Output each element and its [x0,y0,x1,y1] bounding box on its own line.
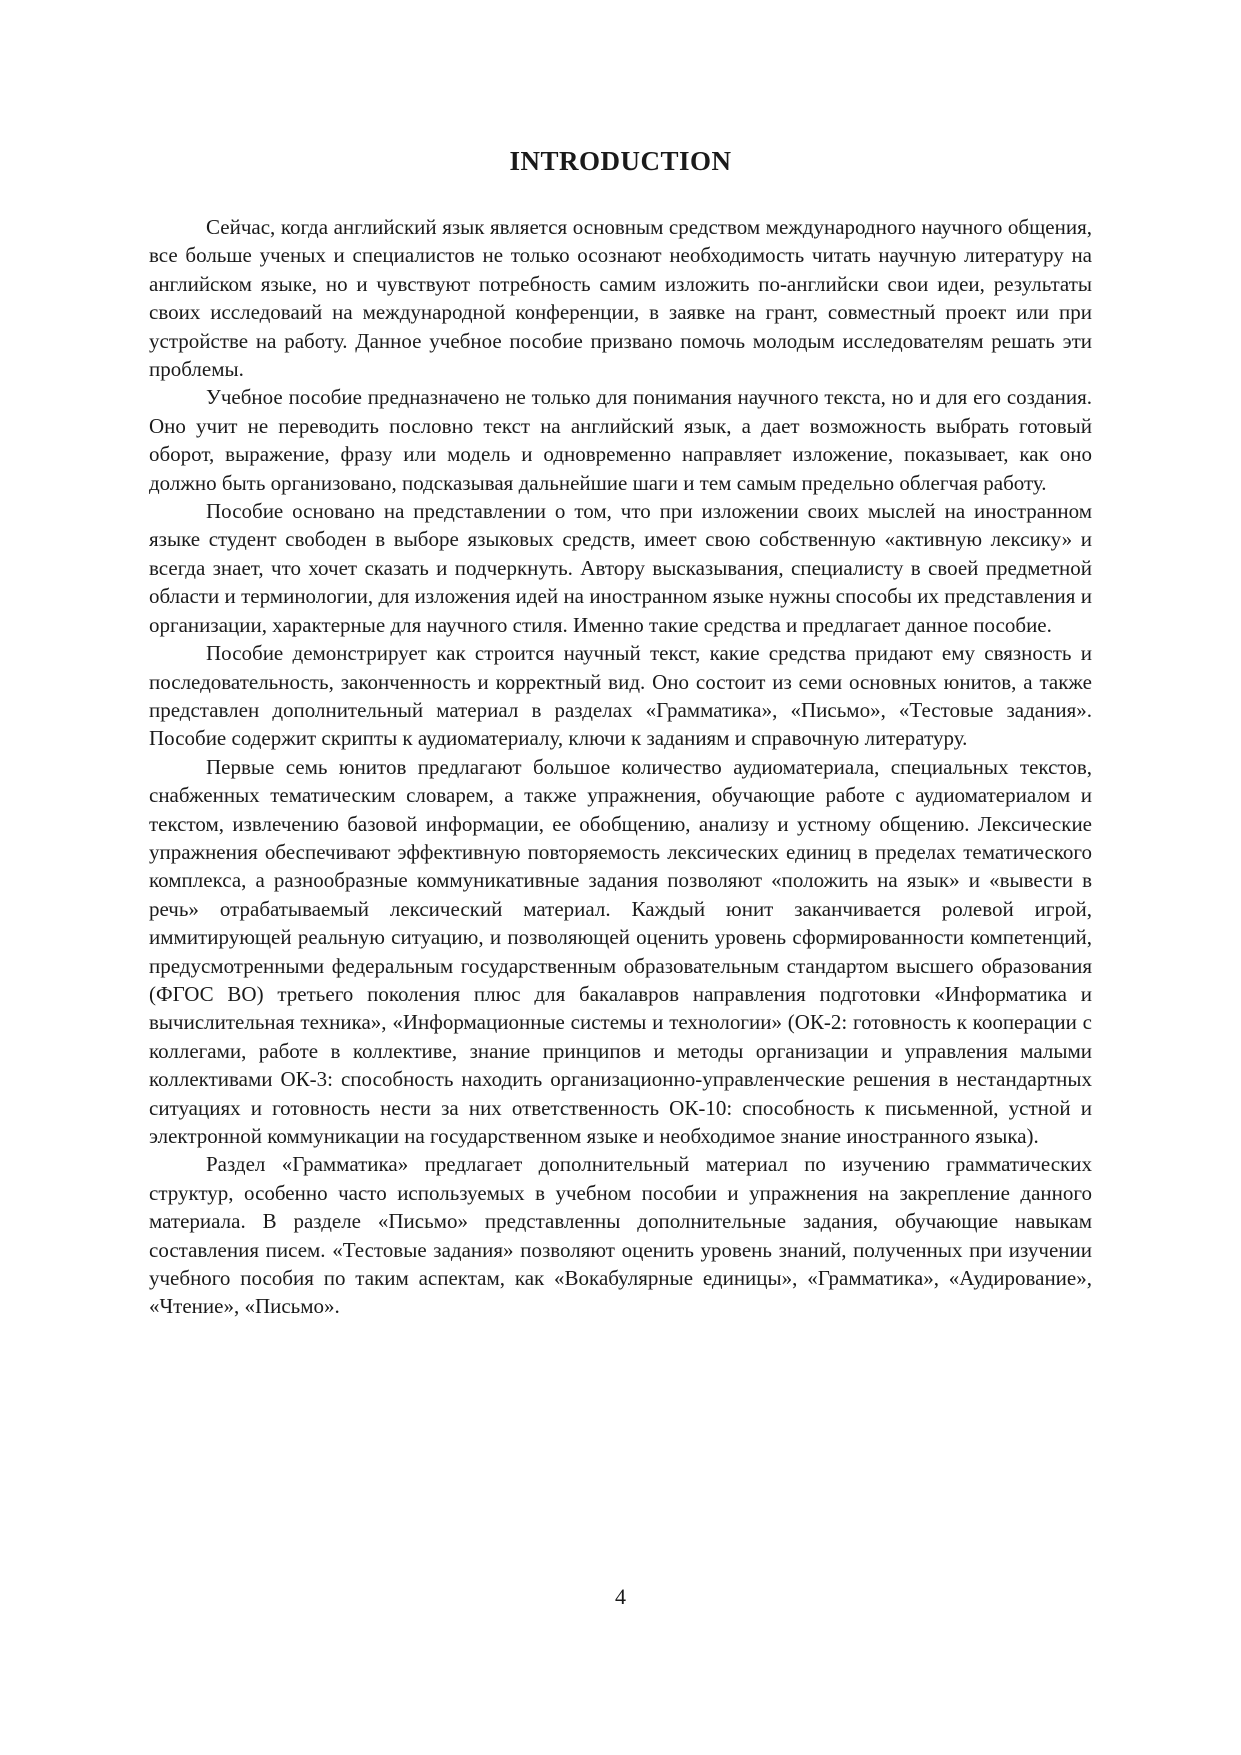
paragraph-1: Сейчас, когда английский язык является основным средством международного научного общения, все больше ученых и специалистов не только осознают необходимость читать научную литературу на английском языке, но и чувствуют потребность самим изложить по-английски свои идеи, результаты своих исследоваий на международной конференции, в заявке на грант, совместный проект или при устройстве на работу. Данное учебное пособие призвано помочь молодым исследователям решать эти проблемы. [149,215,1092,382]
paragraph-3: Пособие основано на представлении о том, что при изложении своих мыслей на иностранном языке студент свободен в выборе языковых средств, имеет свою собственную «активную лексику» и всегда знает, что хочет сказать и подчеркнуть. Автору высказывания, специалисту в своей предметной области и терминологии, для изложения идей на иностранном языке нужны способы их представления и организации, характерные для научного стиля. Именно такие средства и предлагает данное пособие. [149,499,1092,637]
body-text [149,213,1092,1321]
page-number: 4 [615,1584,626,1609]
paragraph-5: Первые семь юнитов предлагают большое количество аудиоматериала, специальных текстов, снабженных тематическим словарем, а также упражнения, обучающие работе с аудиоматериалом и текстом, извлечению базовой информации, ее обобщению, анализу и устному общению. Лексические упражнения обеспечивают эффективную повторяемость лексических единиц в пределах тематического комплекса, а разнообразные коммуникативные задания позволяют «положить на язык» и «вывести в речь» отрабатываемый лексический материал. Каждый юнит заканчивается ролевой игрой, иммитирующей реальную ситуацию, и позволяющей оценить уровень сформированности компетенций, предусмотренными федеральным государственным образовательным стандартом высшего образования (ФГОС ВО) третьего поколения плюс для бакалавров направления подготовки «Информатика и вычислительная техника», «Информационные системы и технологии» (ОК-2: готовность к кооперации с коллегами, работе в коллективе, знание принципов и методы организации и управления малыми коллективами ОК-3: способность находить организационно-управленческие решения в нестандартных ситуациях и готовность нести за них ответственность ОК-10: способность к письменной, устной и электронной коммуникации на государственном языке и необходимое знание иностранного языка). [149,754,1092,1148]
page-title: INTRODUCTION [509,146,732,176]
paragraph-2: Учебное пособие предназначено не только для понимания научного текста, но и для его создания. Оно учит не переводить пословно текст на английский язык, а дает возможность выбрать готовый оборот, выражение, фразу или модель и одновременно направляет изложение, показывает, как оно должно быть организовано, подсказывая дальнейшие шаги и тем самым предельно облегчая работу. [149,385,1092,495]
paragraph-4: Пособие демонстрирует как строится научный текст, какие средства придают ему связность и последовательность, законченность и корректный вид. Оно состоит из семи основных юнитов, а также представлен дополнительный материал в разделах «Грамматика», «Письмо», «Тестовые задания». Пособие содержит скрипты к аудиоматериалу, ключи к заданиям и справочную литературу. [149,641,1092,751]
paragraph-6: Раздел «Грамматика» предлагает дополнительный материал по изучению грамматических структур, особенно часто используемых в учебном пособии и упражнения на закрепление данного материала. В разделе «Письмо» представленны дополнительные задания, обучающие навыкам составления писем. «Тестовые задания» позволяют оценить уровень знаний, полученных при изучении учебного пособия по таким аспектам, как «Вокабулярные единицы», «Грамматика», «Аудирование», «Чтение», «Письмо». [149,1152,1092,1319]
